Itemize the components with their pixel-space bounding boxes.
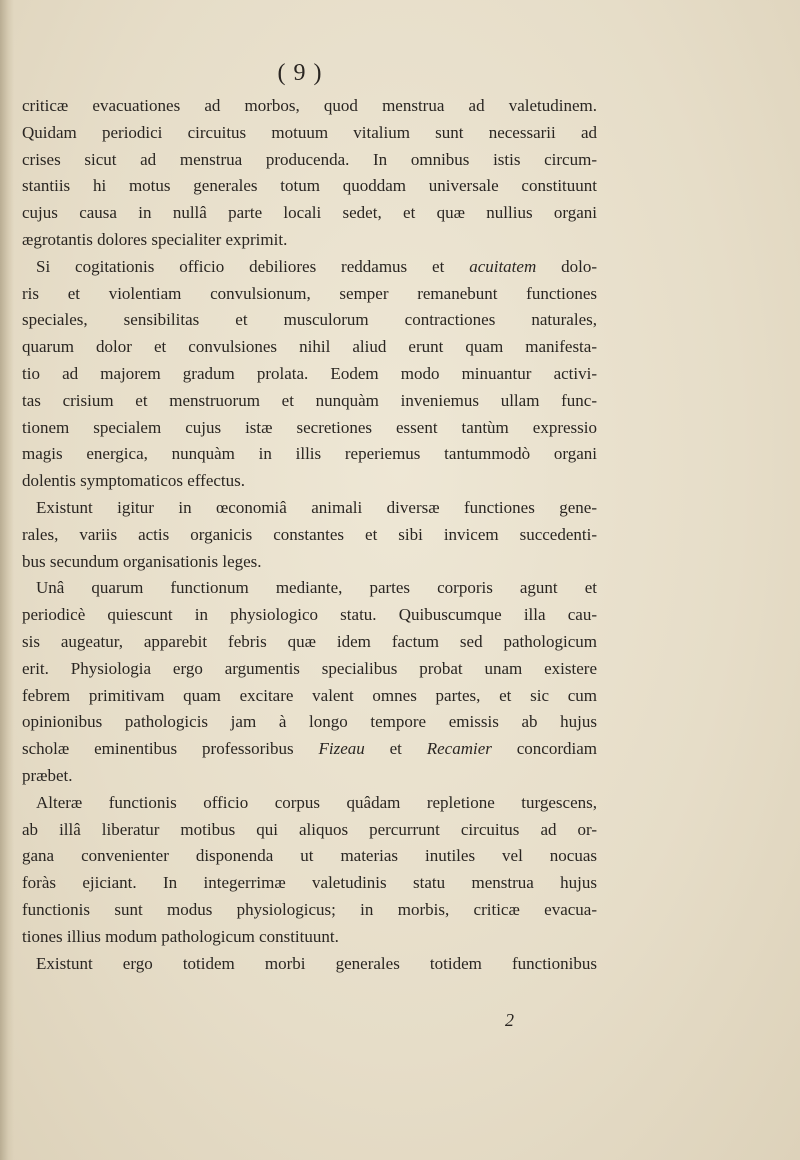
text-line: criticæ evacuationes ad morbos, quod menstrua ad valetudinem. — [22, 96, 597, 115]
text-line: Si cogitationis officio debiliores reddamus et acuitatem dolo- — [36, 256, 597, 276]
text-line: sis augeatur, apparebit febris quæ idem factum sed pathologicum — [22, 631, 597, 651]
text-line: ægrotantis dolores specialiter exprimit. — [22, 229, 288, 249]
text-line: gana convenienter disponenda ut materias inutiles vel nocuas — [22, 846, 597, 866]
text-line: foràs ejiciant. In integerrimæ valetudinis statu menstrua hujus — [22, 873, 597, 893]
text-line: Existunt igitur in œconomiâ animali diversæ functiones gene- — [36, 497, 597, 517]
text-line: dolentis symptomaticos effectus. — [22, 471, 246, 491]
text-line: magis energica, nunquàm in illis reperiemus tantummodò organi — [22, 444, 597, 464]
text-line: crises sicut ad menstrua producenda. In omnibus istis circum- — [22, 149, 597, 169]
text-line: ris et violentiam convulsionum, semper remanebunt functiones — [22, 283, 597, 303]
text-line: tio ad majorem gradum prolata. Eodem modo minuantur activi- — [22, 363, 597, 383]
text-line: Alteræ functionis officio corpus quâdam repletione turgescens, — [36, 792, 597, 812]
text-line: Quidam periodici circuitus motuum vitalium sunt necessarii ad — [22, 122, 597, 142]
text-line: erit. Physiologia ergo argumentis specialibus probat unam existere — [22, 658, 597, 678]
text-line: tas crisium et menstruorum et nunquàm inveniemus ullam func- — [22, 390, 597, 410]
text-line: quarum dolor et convulsiones nihil aliud erunt quam manifesta- — [22, 337, 597, 357]
text-line: Existunt ergo totidem morbi generales totidem functionibus — [36, 953, 597, 973]
text-line: rales, variis actis organicis constantes et sibi invicem succedenti- — [22, 524, 597, 544]
text-line: tiones illius modum pathologicum constituunt. — [22, 926, 339, 946]
text-line: opinionibus pathologicis jam à longo tempore emissis ab hujus — [22, 712, 597, 732]
text-line: periodicè quiescunt in physiologico statu. Quibuscumque illa cau- — [22, 605, 597, 625]
page-binding-shadow — [0, 0, 14, 1160]
page-number: ( 9 ) — [277, 60, 323, 86]
text-line: scholæ eminentibus professoribus Fizeau et Recamier concordiam — [22, 739, 597, 759]
text-line: bus secundum organisationis leges. — [22, 551, 262, 571]
text-line: tionem specialem cujus istæ secretiones essent tantùm expressio — [22, 417, 597, 437]
text-line: speciales, sensibilitas et musculorum contractiones naturales, — [22, 310, 597, 330]
body-text — [22, 93, 597, 977]
text-line: præbet. — [22, 765, 73, 785]
text-line: febrem primitivam quam excitare valent omnes partes, et sic cum — [22, 685, 597, 705]
text-line: ab illâ liberatur motibus qui aliquos percurrunt circuitus ad or- — [22, 819, 597, 839]
text-line: Unâ quarum functionum mediante, partes corporis agunt et — [36, 578, 597, 598]
text-line: functionis sunt modus physiologicus; in morbis, criticæ evacua- — [22, 899, 597, 919]
text-line: stantiis hi motus generales totum quoddam universale constituunt — [22, 176, 597, 196]
signature-mark: 2 — [505, 1010, 514, 1030]
text-line: cujus causa in nullâ parte locali sedet, et quæ nullius organi — [22, 203, 597, 223]
